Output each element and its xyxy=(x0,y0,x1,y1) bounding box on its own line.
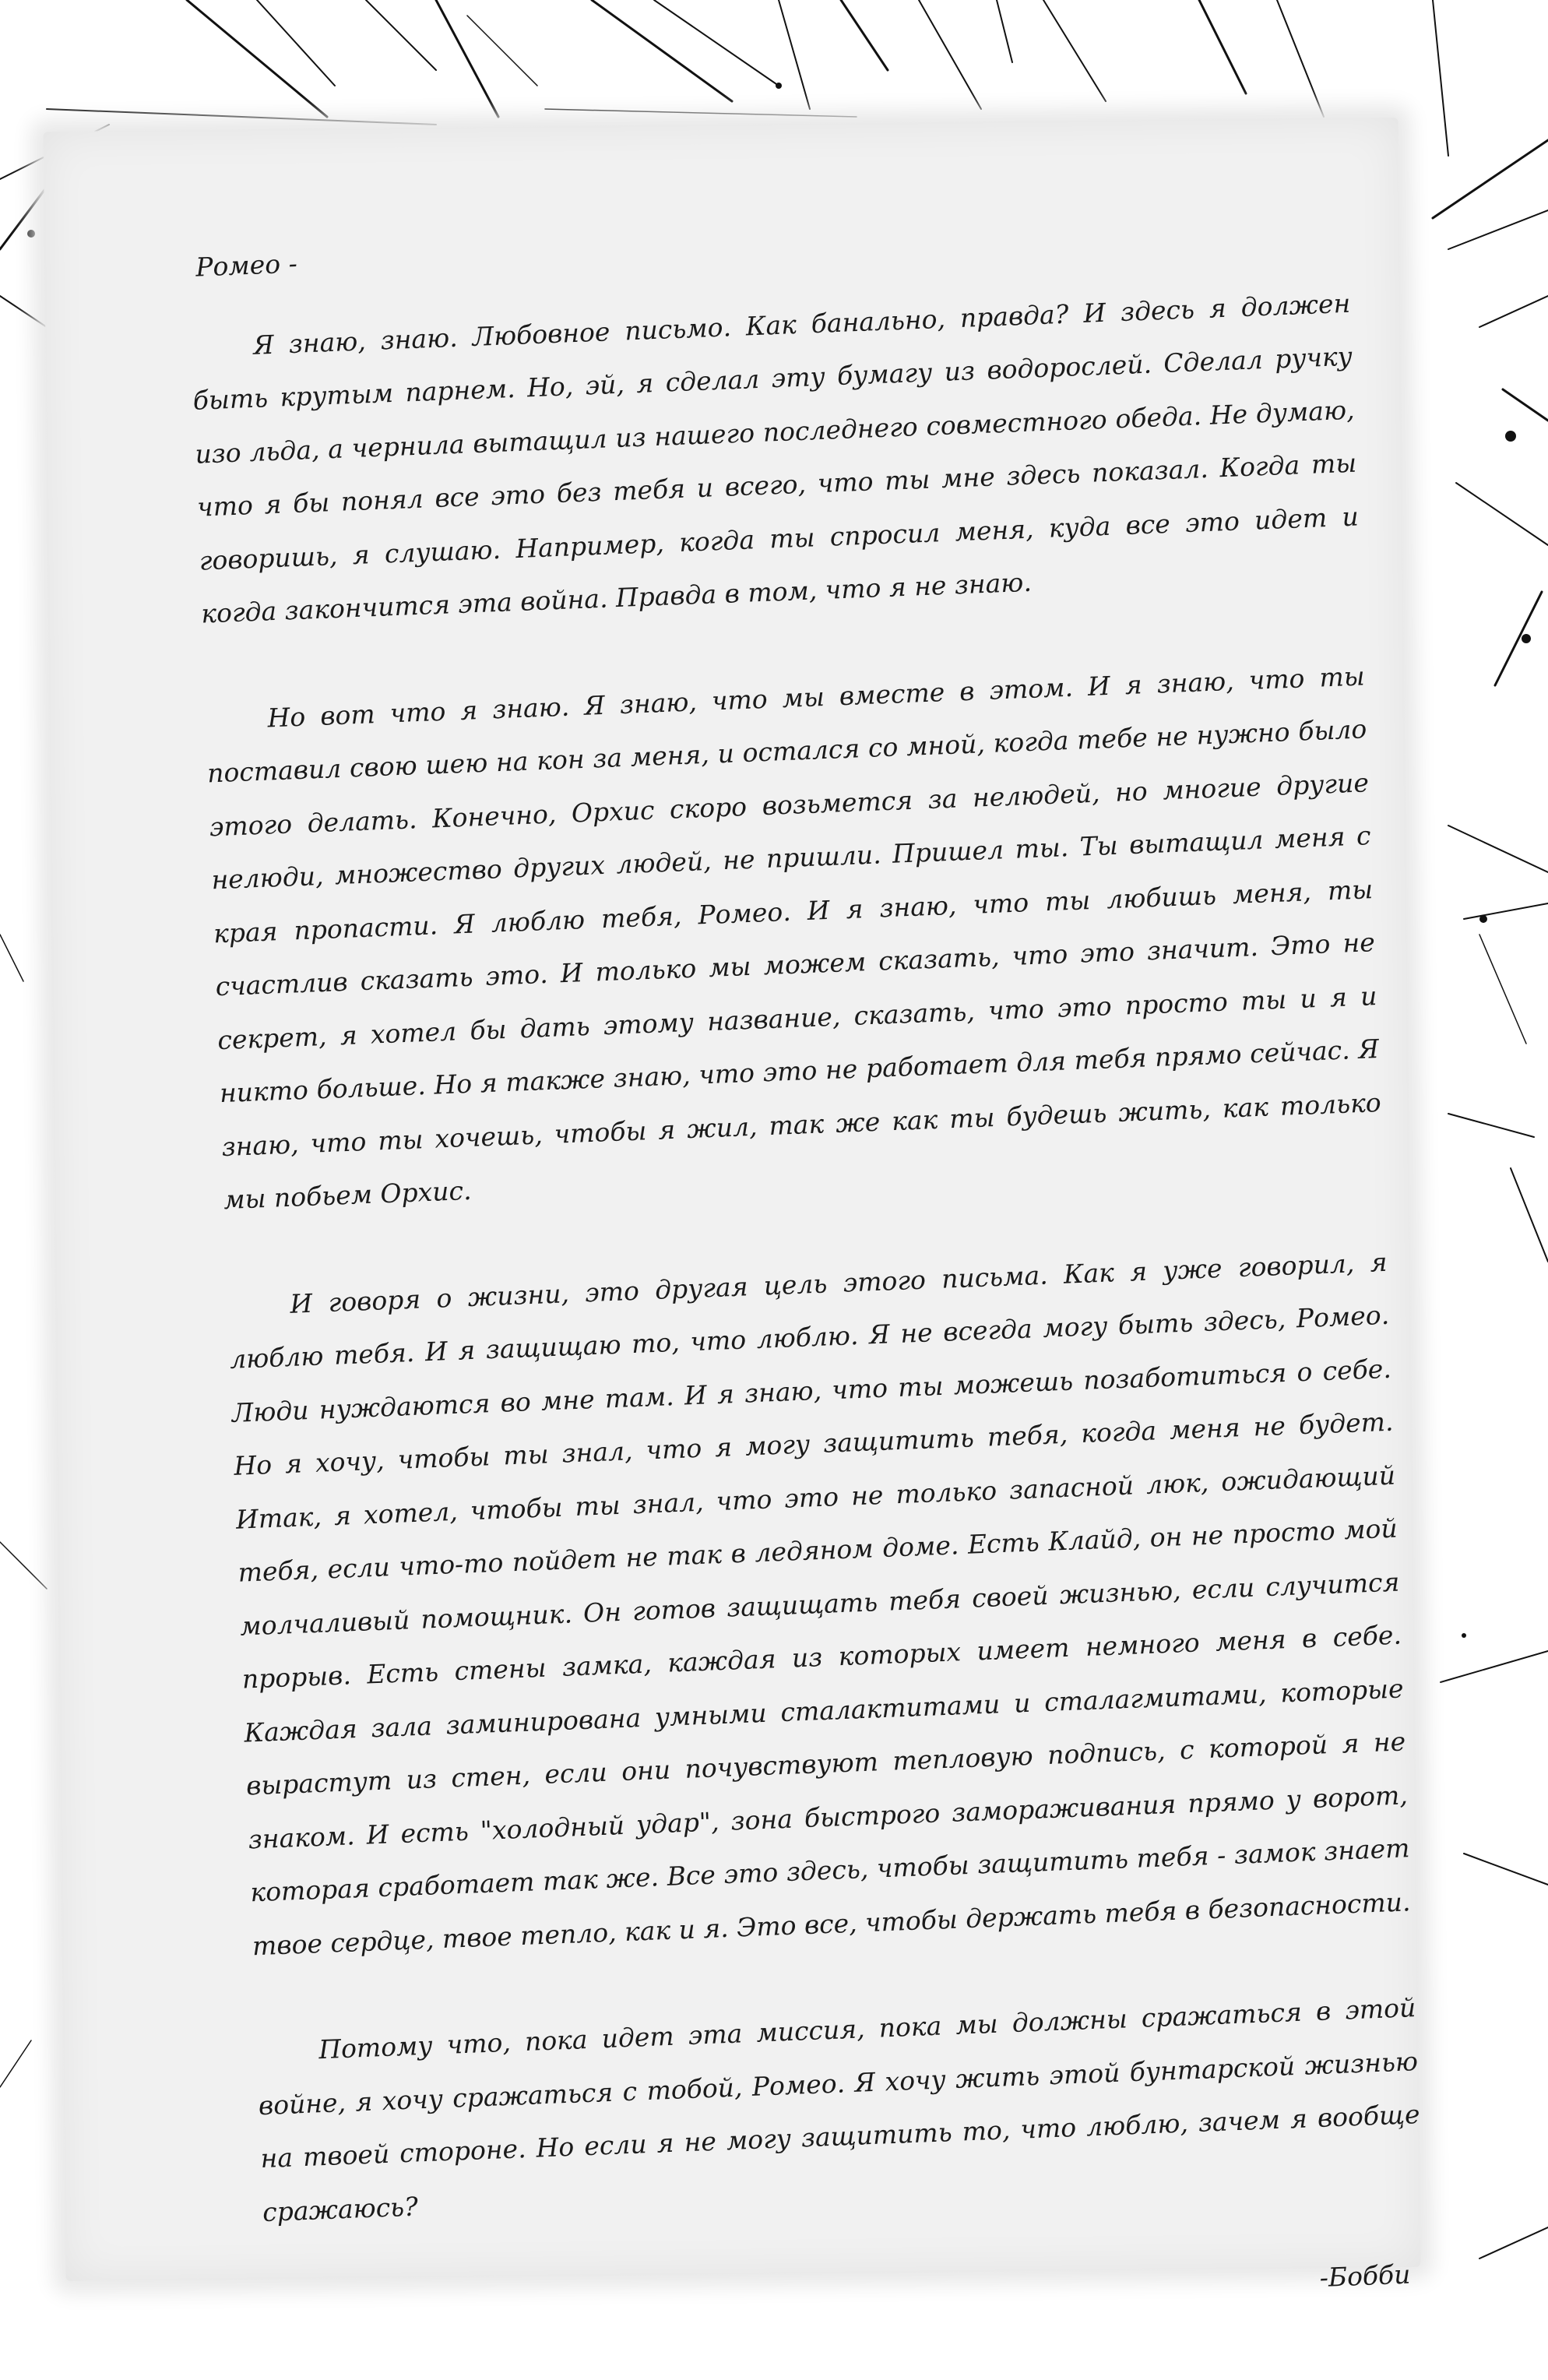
letter-paragraph: Но вот что я знаю. Я знаю, что мы вместе в этом. И я знаю, что ты поставил свою шею на кон за меня, и остался со мной, когда тебе не нужно было этого делать. Конечно, Орхис скоро возьмется за нелюдей, но многие другие нелюди, множество других людей, не пришли. Пришел ты. Ты вытащил меня с края пропасти. Я люблю тебя, Ромео. И я знаю, что ты любишь меня, ты счастлив сказать это. И только мы можем сказать, что это значит. Это не секрет, я хотел бы дать этому название, сказать, что это просто ты и я и никто больше. Но я также знаю, что это не работает для тебя прямо сейчас. Я знаю, что ты хочешь, чтобы я жил, так же как ты будешь жить, как только мы побьем Орхис. xyxy=(206,660,1382,1216)
letter-paragraph: И говоря о жизни, это другая цель этого письма. Как я уже говорил, я люблю тебя. И я защищаю то, что люблю. Я не всегда могу быть здесь, Ромео. Люди нуждаются во мне там. И я знаю, что ты можешь позаботиться о себе. Но я хочу, чтобы ты знал, что я могу защитить тебя, когда меня не будет. Итак, я хотел, чтобы ты знал, что это не только запасной люк, ожидающий тебя, если что-то пойдет не так в ледяном доме. Есть Клайд, он не просто мой молчаливый помощник. Он готов защищать тебя своей жизнью, если случится прорыв. Есть стены замка, каждая из которых имеет немного меня в себе. Каждая зала заминирована умными сталактитами и сталагмитами, которые вырастут из стен, если они почувствуют тепловую подпись, с которой я не знаком. И есть "холодный удар", зона быстрого замораживания прямо у ворот, которая сработает так же. Все это здесь, чтобы защитить тебя - замок знает твое сердце, твое тепло, как и я. Это все, чтобы держать тебя в безопасности. xyxy=(229,1246,1412,1961)
letter-paragraph: Я знаю, знаю. Любовное письмо. Как банально, правда? И здесь я должен быть крутым парнем. Но, эй, я сделал эту бумагу из водорослей. Сделал ручку изо льда, а чернила вытащил из нашего последнего совместного обеда. Не думаю, что я бы понял все это без тебя и всего, что ты мне здесь показал. Когда ты говоришь, я слушаю. Например, когда ты спросил меня, куда все это идет и когда закончится эта война. Правда в том, что я не знаю. xyxy=(192,287,1360,629)
letter-signature: -Бобби xyxy=(1318,2259,1412,2294)
letter-body xyxy=(187,197,1427,2346)
letter-salutation: Ромео - xyxy=(195,248,298,283)
letter-paragraph: Потому что, пока идет эта миссия, пока мы должны сражаться в этой войне, я хочу сражаться с тобой, Ромео. Я хочу жить этой бунтарской жизнью на твоей стороне. Но если я не могу защитить то, что люблю, зачем я вообще сражаюсь? xyxy=(258,1992,1421,2227)
